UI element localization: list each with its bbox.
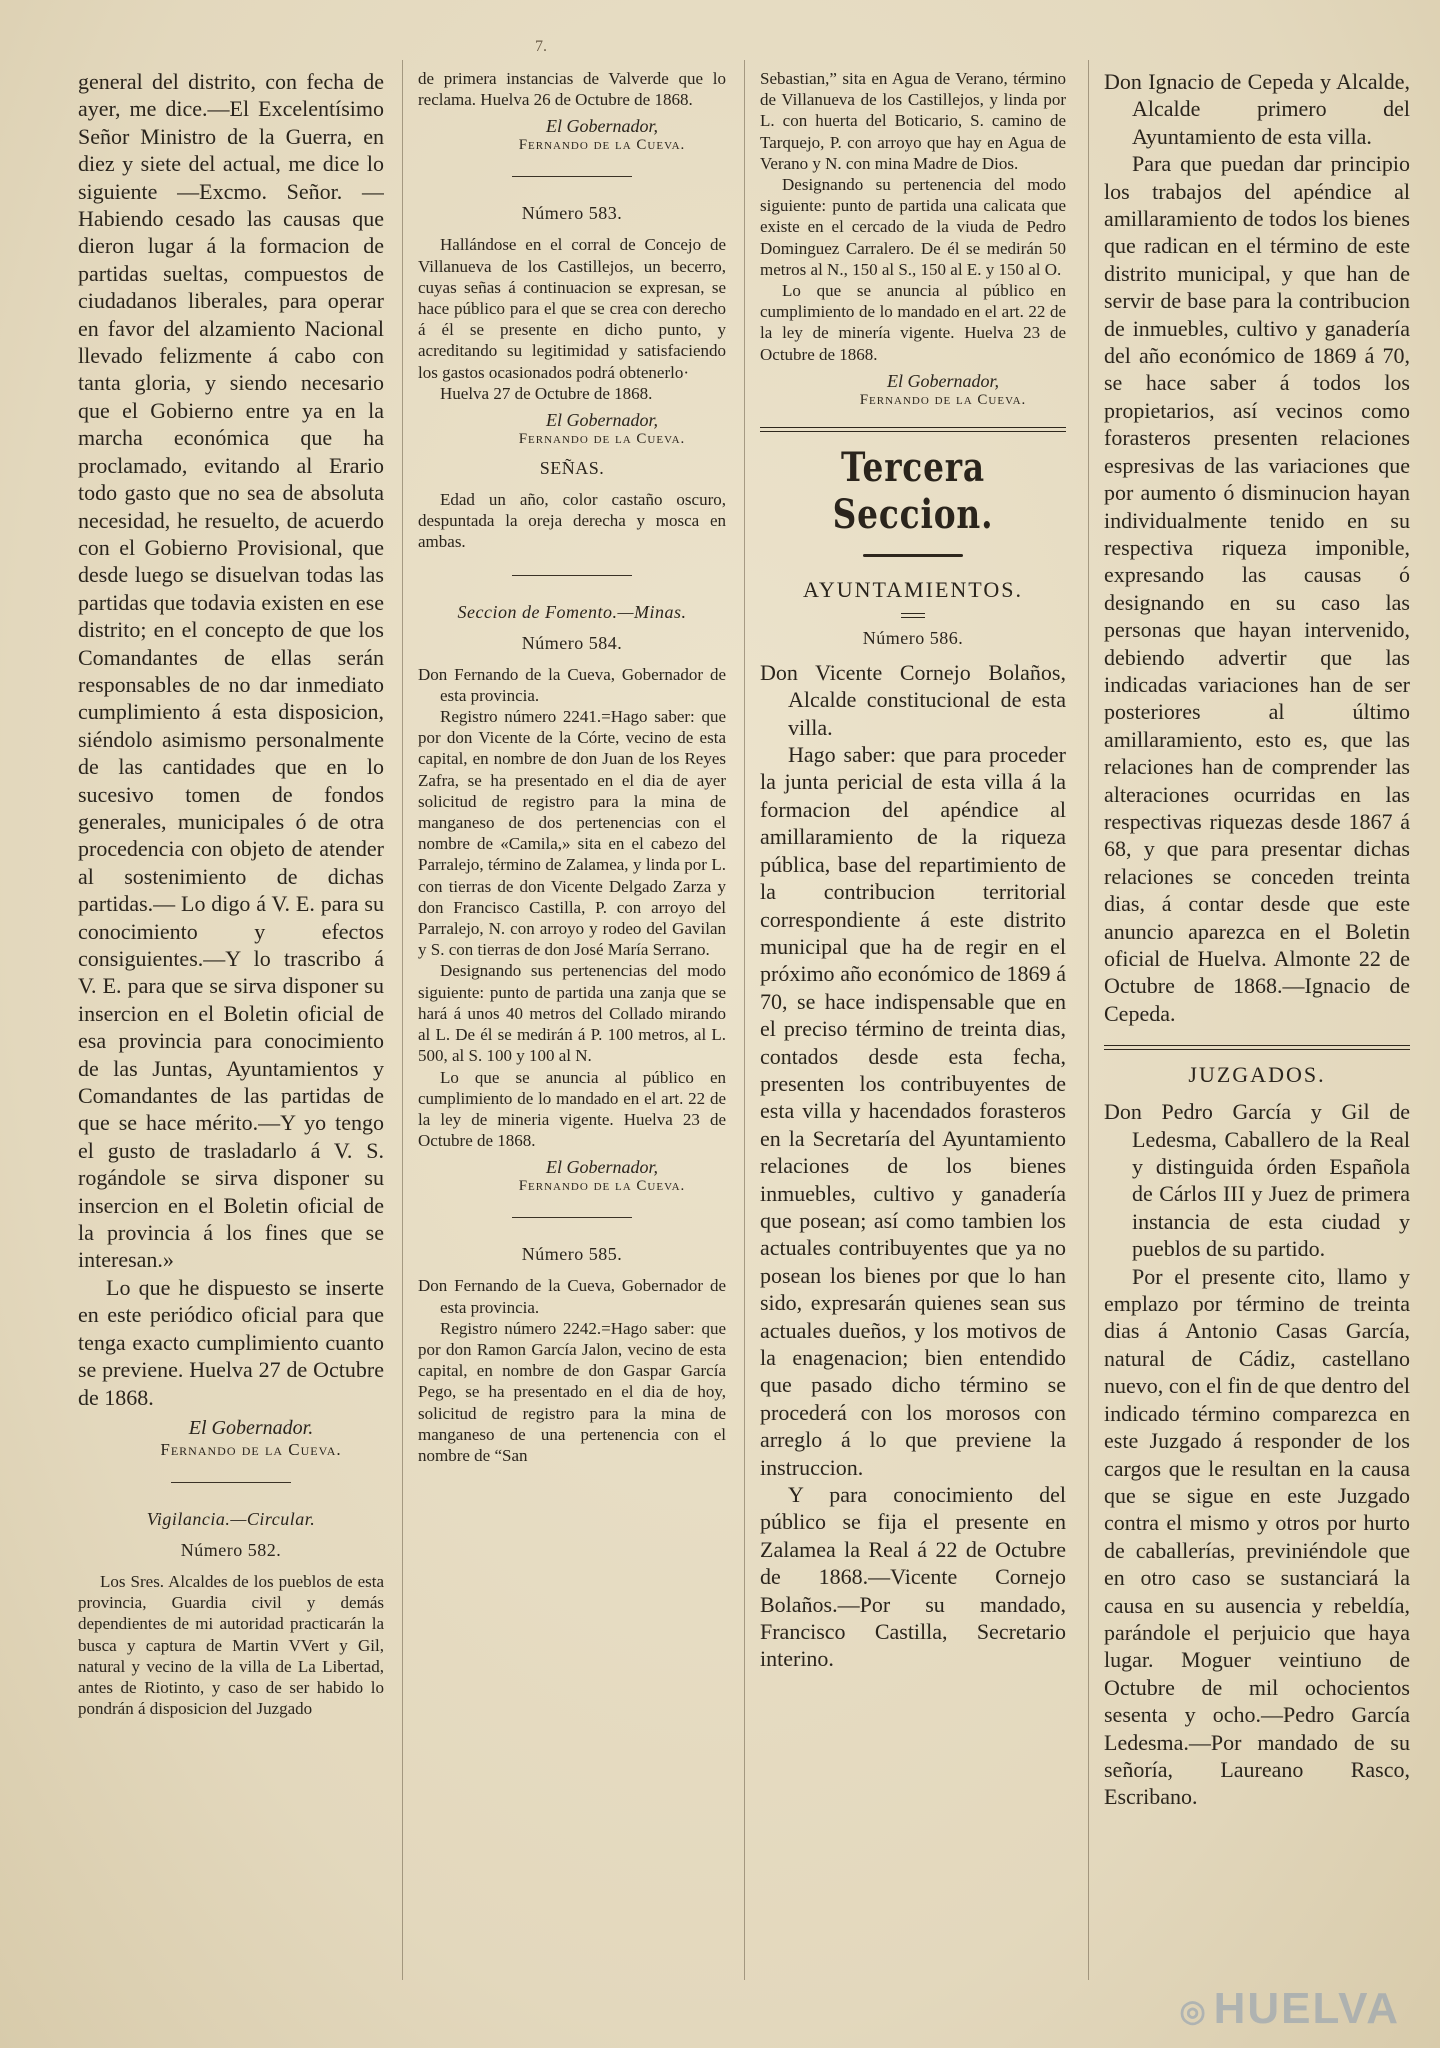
section-heading: Seccion de Fomento.—Minas. (457, 601, 687, 622)
section-heading: JUZGADOS. (1188, 1062, 1326, 1088)
notice-header: Don Vicente Cornejo Bolaños, Alcalde constitucional de esta villa. (760, 659, 1066, 740)
separator (512, 176, 632, 177)
article-text: Para que puedan dar principio los trabajos del apéndice al amillaramiento de todos los bienes que radican en el término de este distrito municipal, y que han de servir de base para la contribucion de inmuebles, cultivo y ganadería del año económico de 1869 á 70, se hace saber á todos los propietarios, así vecinos como forasteros presenten relaciones espresivas de las variaciones que por aumento ó disminucion hayan individualmente tenido en su respectiva riqueza imponible, expresando las causas ó designando en su caso las personas que hayan intervenido, debiendo advertir que las indicadas variaciones han de ser posteriores al último amillaramiento, esto es, que las relaciones han de comprender las alteraciones ocurridas en las respectivas riquezas desde 1867 á 68, y que para presentar dichas relaciones se conceden treinta dias, á contar desde que este anuncio aparezca en el Boletin oficial de Huelva. Almonte 22 de Octubre de 1868.—Ignacio de Cepeda. (1104, 151, 1410, 1026)
notice-header: Don Ignacio de Cepeda y Alcalde, Alcalde primero del Ayuntamiento de esta villa. (1104, 69, 1410, 149)
page-number: 7. (535, 38, 547, 55)
notice-number: Número 584. (521, 632, 623, 653)
article-text: Registro número 2242.=Hago saber: que por don Ramon García Jalon, vecino de esta capital, en nombre de don Gaspar García Pego, se ha presentado en el dia de hoy, solicitud de registro para la mina de manganeso de una pertenencia con el nombre de “San (418, 1318, 726, 1465)
column-3 (760, 68, 1066, 1673)
notice-number: Número 582. (180, 1539, 282, 1560)
section-title: Tercera Seccion. (832, 443, 994, 538)
article-text: Designando su pertenencia del modo siguiente: punto de partida una calicata que existe en el cercado de la viuda de Pedro Dominguez Carralero. De él se medirán 50 metros al N., 150 al S., 150 al E. y 150 al O. (760, 175, 1066, 279)
column-1 (78, 68, 384, 1719)
column-rule (744, 60, 745, 1980)
signature-title: El Gobernador, (887, 370, 999, 391)
article-text: Lo que se anuncia al público en cumplimiento de lo mandado en el art. 22 de la ley de minería vigente. Huelva 23 de Octubre de 1868. (760, 281, 1066, 364)
signature-name: Fernando de la Cueva. (160, 1439, 342, 1459)
signature-name: Fernando de la Cueva. (518, 137, 686, 154)
column-4 (1104, 68, 1410, 1811)
ornament-rule (863, 554, 963, 557)
signature-name: Fernando de la Cueva. (859, 391, 1027, 408)
watermark-logo: ◎ HUELVA (1179, 1984, 1400, 2033)
notice-header: Don Fernando de la Cueva, Gobernador de esta provincia. (418, 1276, 726, 1317)
signature-name: Fernando de la Cueva. (518, 1178, 686, 1195)
signature-title: El Gobernador, (546, 116, 658, 137)
article-text: Lo que he dispuesto se inserte en este periódico oficial para que tenga exacto cumplimiento cuanto se previene. Huelva 27 de Octubre de 1868. (78, 1274, 384, 1410)
seal-icon: ◎ (1179, 1994, 1208, 2028)
column-rule (1088, 60, 1089, 1980)
signature-name: Fernando de la Cueva. (518, 431, 686, 448)
article-text: Y para conocimiento del público se fija el presente en Zalamea la Real á 22 de Octubre de 1868.—Vicente Cornejo Bolaños.—Por su mandado, Francisco Castilla, Secretario interino. (760, 1482, 1066, 1672)
separator (901, 613, 925, 618)
notice-header: Don Fernando de la Cueva, Gobernador de esta provincia. (418, 664, 726, 705)
article-text: Sebastian,” sita en Agua de Verano, término de Villanueva de los Castillejos, y linda por L. con huerta del Boticario, S. camino de Tarquejo, P. con arroyo que hay en Agua de Verano y N. con mina Madre de Dios. (760, 69, 1066, 173)
article-text: Edad un año, color castaño oscuro, despuntada la oreja derecha y mosca en ambas. (418, 490, 726, 552)
separator (171, 1482, 291, 1483)
column-2 (418, 68, 726, 1466)
article-text: Hago saber: que para proceder la junta pericial de esta villa á la formacion del apéndice al amillaramiento de la riqueza pública, base del repartimiento de la contribucion territorial correspondiente á este distrito municipal que ha de regir en el próximo año económico de 1869 á 70, se hace indispensable que en el preciso término de treinta dias, contados desde esta fecha, presenten los contribuyentes de esta villa y hacendados forasteros en la Secretaría del Ayuntamiento relaciones de los bienes inmuebles, cultivo y ganadería que posean; así como tambien los actuales contribuyentes que ya no posean los bienes por que lo han sido, expresarán quienes sean sus actuales dueños, y los motivos de la enagenacion; bien entendido que pasado dicho término se procederá con los morosos con arreglo á lo que previene la instruccion. (760, 742, 1066, 1480)
article-text: Designando sus pertenencias del modo siguiente: punto de partida una zanja que se hará á unos 40 metros del Collado mirando al L. De él se medirán á P. 100 metros, al L. 500, al S. 100 y 100 al N. (418, 961, 726, 1066)
section-rule (1104, 1045, 1410, 1050)
notice-header: Don Pedro García y Gil de Ledesma, Caballero de la Real y distinguida órden Española de Cárlos III y Juez de primera instancia de esta ciudad y pueblos de su partido. (1104, 1099, 1410, 1262)
article-text: Los Sres. Alcaldes de los pueblos de esta provincia, Guardia civil y demás dependientes de mi autoridad practicarán la busca y captura de Martin VVert y Gil, natural y vecino de la villa de La Libertad, antes de Riotinto, y caso de ser habido lo pondrán á disposicion del Juzgado (78, 1571, 384, 1719)
article-text: Registro número 2241.=Hago saber: que por don Vicente de la Córte, vecino de esta capital, en nombre de don Juan de los Reyes Zafra, se ha presentado en el dia de ayer solicitud de registro para la mina de manganeso de dos pertenencias con el nombre de «Camila,» sita en el cabezo del Parralejo, término de Zalamea, y linda por L. con tierras de don Vicente Delgado Zarza y don Francisco Castilla, P. con arroyo del Parralejo, N. con arroyo y rodeo del Gavilan y S. con tierras de don José María Serrano. (418, 707, 726, 960)
article-date: Huelva 27 de Octubre de 1868. (440, 383, 653, 403)
article-text: de primera instancias de Valverde que lo reclama. Huelva 26 de Octubre de 1868. (418, 69, 726, 110)
section-rule (760, 427, 1066, 432)
separator (512, 1217, 632, 1218)
separator (512, 575, 632, 576)
column-rule (402, 60, 403, 1980)
section-heading: AYUNTAMIENTOS. (803, 576, 1023, 602)
article-text: general del distrito, con fecha de ayer, me dice.—El Excelentísimo Señor Ministro de la Guerra, en diez y siete del actual, me dice lo siguiente —Excmo. Señor. —Habiendo cesado las causas que dieron lugar á la formacion de partidas sueltas, compuestos de ciudadanos liberales, para operar en favor del alzamiento Nacional llevado felizmente á cabo con tanta gloria, y siendo necesario que el Gobierno entre ya en la marcha económica que ha proclamado, evitando al Erario todo gasto que no sea de absoluta necesidad, he resuelto, de acuerdo con el Gobierno Provisional, que desde luego se disuelvan todas las partidas que todavia existen en ese distrito; en el concepto de que los Comandantes de ellas serán responsables de no dar inmediato cumplimiento á esta disposicion, siéndolo asimismo personalmente de las cantidades que en lo sucesivo tomen de fondos generales, municipales ó de otra procedencia con objeto de atender al sostenimiento de dichas partidas.— Lo digo á V. E. para su conocimiento y efectos consiguientes.—Y lo trascribo á V. E. para que se sirva disponer su insercion en el Boletin oficial de esa provincia para conocimiento de las Juntas, Ayuntamientos y Comandantes de las partidas de que se hace mérito.—Y yo tengo el gusto de trasladarlo á V. S. rogándole se sirva disponer su insercion en el Boletin oficial de la provincia á los fines que se interesan.» (78, 69, 384, 1273)
notice-number: Número 585. (521, 1244, 623, 1265)
article-text: Lo que se anuncia al público en cumplimiento de lo mandado en el art. 22 de la ley de mineria vigente. Huelva 23 de Octubre de 1868. (418, 1067, 726, 1151)
section-heading: Vigilancia.—Circular. (146, 1508, 316, 1529)
signature-title: El Gobernador, (546, 1157, 658, 1178)
notice-number: Número 583. (521, 203, 623, 224)
article-text: Por el presente cito, llamo y emplazo por término de treinta dias á Antonio Casas García, natural de Cádiz, castellano nuevo, con el fin de que dentro del indicado término comparezca en este Juzgado á responder de los cargos que le resultan en la causa que se sigue en este Juzgado contra el mismo y otros por hurto de caballerías, previniéndole que en otro caso se sustanciará la causa en su ausencia y rebeldía, parándole el perjuicio que haya lugar. Moguer veintiuno de Octubre de mil ochocientos sesenta y ocho.—Pedro García Ledesma.—Por mandado de su señoría, Laureano Rasco, Escribano. (1104, 1263, 1410, 1810)
signature-title: El Gobernador. (188, 1416, 314, 1439)
notice-number: Número 586. (862, 627, 964, 648)
section-heading: SEÑAS. (539, 458, 605, 479)
signature-title: El Gobernador, (546, 410, 658, 431)
article-text: Hallándose en el corral de Concejo de Villanueva de los Castillejos, un becerro, cuyas señas á continuacion se expresan, se hace público para el que se crea con derecho á él se presente en dicho punto, y acreditando su legitimidad y satisfaciendo los gastos ocasionados podrá obtenerlo· (418, 235, 726, 382)
